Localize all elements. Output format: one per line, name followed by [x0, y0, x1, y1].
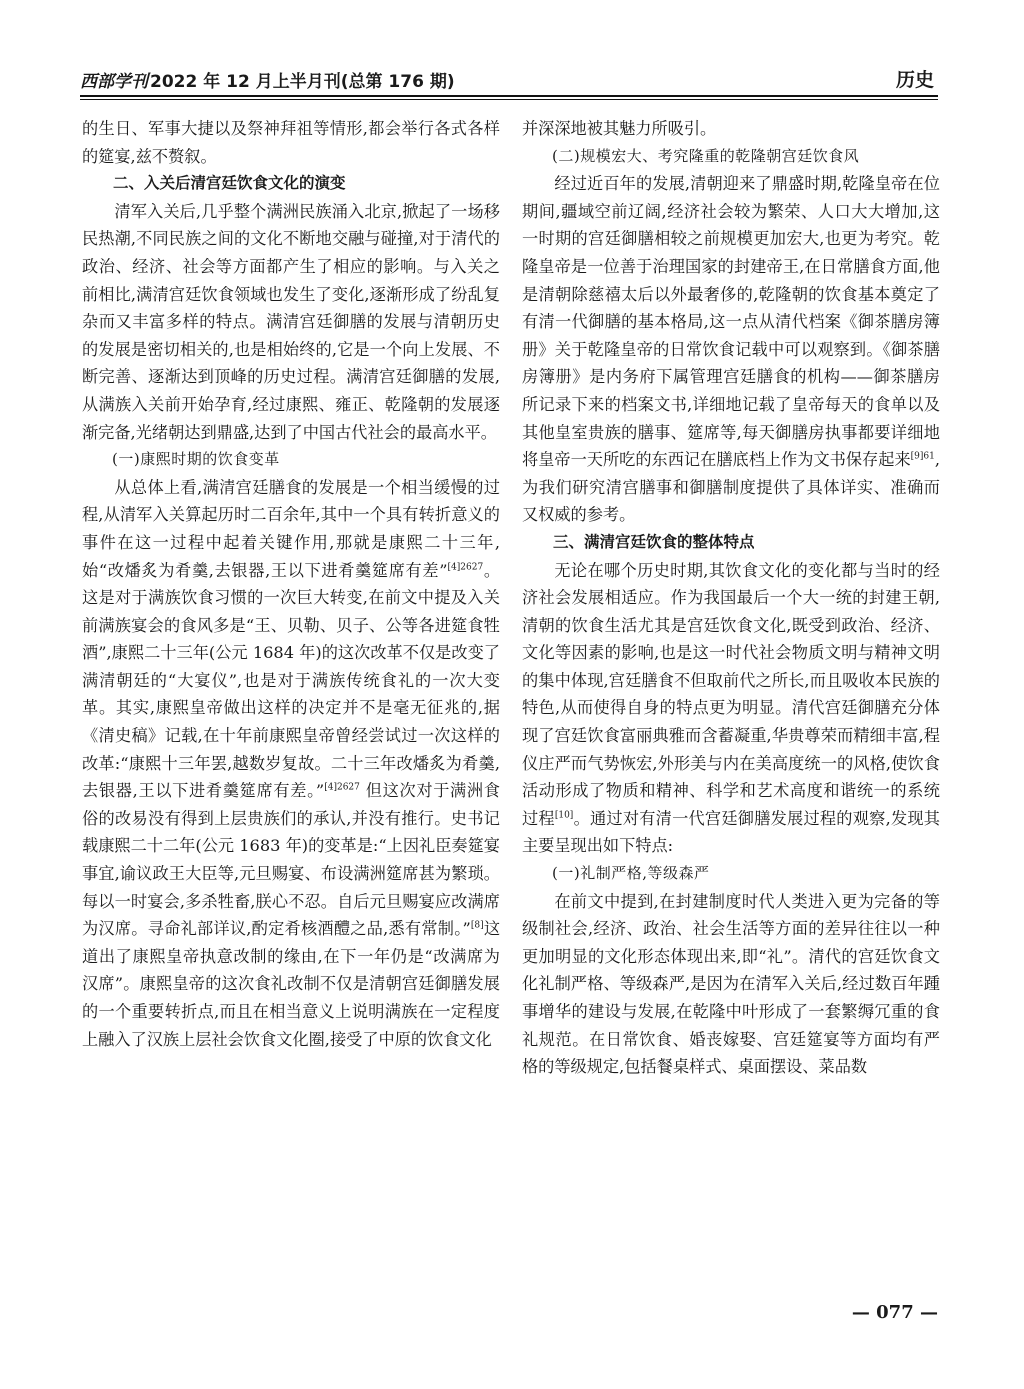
- page-number: — 077 —: [851, 1302, 938, 1323]
- paragraph: [82, 474, 500, 1053]
- section-title: 历史: [895, 69, 934, 91]
- header-rule-thin: [80, 99, 938, 100]
- header-rule-thick: [80, 95, 938, 97]
- paragraph: 清军入关后,几乎整个满洲民族涌入北京,掀起了一场移民热潮,不同民族之间的文化不断地交融与碰撞,对于清代的政治、经济、社会等方面都产生了相应的影响。与入关之前相比,满清宫廷饮食领域也发生了变化,逐渐形成了纷乱复杂而又丰富多样的特点。满清宫廷御膳的发展与清朝历史的发展是密切相关的,也是相始终的,它是一个向上发展、不断完善、逐渐达到顶峰的历史过程。满清宫廷御膳的发展,从满族入关前开始孕育,经过康熙、雍正、乾隆朝的发展逐渐完备,光绪朝达到鼎盛,达到了中国古代社会的最高水平。: [82, 201, 500, 442]
- text-run: 从总体上看,满清宫廷膳食的发展是一个相当缓慢的过程,从清军入关算起历时二百余年,其中一个具有转折意义的事件在这一过程中起着关键作用,那就是康熙二十三年,始“改燔炙为肴羹,去银器,王以下进肴羹筵席有差”: [82, 477, 500, 580]
- subsection-heading: (一)康熙时期的饮食变革: [112, 450, 280, 469]
- right-column: [522, 115, 940, 1081]
- left-column: [82, 115, 500, 1053]
- section-heading: 三、满清宫廷饮食的整体特点: [553, 532, 755, 551]
- text-run: 经过近百年的发展,清朝迎来了鼎盛时期,乾隆皇帝在位期间,疆域空前辽阔,经济社会较为繁荣、人口大大增加,这一时期的宫廷御膳相较之前规模更加宏大,也更为考究。乾隆皇帝是一位善于治理国家的封建帝王,在日常膳食方面,他是清朝除慈禧太后以外最奢侈的,乾隆朝的饮食基本奠定了有清一代御膳的基本格局,这一点从清代档案《御茶膳房簿册》关于乾隆皇帝的日常饮食记载中可以观察到。《御茶膳房簿册》是内务府下属管理宫廷膳食的机构——御茶膳房所记录下来的档案文书,详细地记载了皇帝每天的食单以及其他皇室贵族的膳事、筵席等,每天御膳房执事都要详细地将皇帝一天所吃的东西记在膳底档上作为文书保存起来: [522, 174, 940, 470]
- paragraph: 并深深地被其魅力所吸引。: [522, 119, 717, 138]
- citation: [8]: [470, 920, 484, 931]
- paragraph: 在前文中提到,在封建制度时代人类进入更为完备的等级制社会,经济、政治、社会生活等方面的差异往往以一种更加明显的文化形态体现出来,即“礼”。清代的宫廷饮食文化礼制严格、等级森严,是因为在清军入关后,经过数百年踵事增华的建设与发展,在乾隆中叶形成了一套繁缛冗重的食礼规范。在日常饮食、婚丧嫁娶、宫廷筵宴等方面均有严格的等级规定,包括餐桌样式、桌面摆设、菜品数: [522, 891, 940, 1077]
- text-run: ,为我们研究清宫膳事和御膳制度提供了具体详实、准确而又权威的参考。: [522, 450, 940, 525]
- journal-issue-line: [80, 67, 455, 92]
- citation: [4]2627: [324, 782, 360, 793]
- subsection-heading: (二)规模宏大、考究隆重的乾隆朝宫廷饮食风: [552, 146, 860, 165]
- paragraph: [522, 170, 940, 529]
- page-header: [80, 66, 938, 100]
- text-run: 但这次对于满洲食俗的改易没有得到上层贵族们的承认,并没有推行。史书记载康熙二十二年(公元 1683 年)的变革是:“上因礼臣奏筵宴事宜,谕议政王大臣等,元旦赐宴、布设满洲筵席甚为繁琐。每以一时宴会,多杀牲畜,朕心不忍。自后元旦赐宴应改满席为汉席。寻命礼部详议,酌定肴核酒醴之品,悉有常制。”: [82, 781, 500, 939]
- text-run: 。这是对于满族饮食习惯的一次巨大转变,在前文中提及入关前满族宴会的食风多是“王、贝勒、贝子、公等各进筵食牲酒”,康熙二十三年(公元 1684 年)的这次改革不仅是改变了满清朝廷的“大宴仪”,也是对于满族传统食礼的一次大变革。其实,康熙皇帝做出这样的决定并不是毫无征兆的,据《清史稿》记载,在十年前康熙皇帝曾经尝试过一次这样的改革:“康熙十三年罢,越数岁复故。二十三年改燔炙为肴羹,去银器,王以下进肴羹筵席有差。”: [82, 560, 501, 801]
- section-heading: 二、入关后清宫廷饮食文化的演变: [113, 174, 346, 193]
- citation: [10]: [554, 810, 574, 821]
- text-run: 。通过对有清一代宫廷御膳发展过程的观察,发现其主要呈现出如下特点:: [522, 808, 940, 856]
- citation: [4]2627: [447, 562, 484, 573]
- text-run: 无论在哪个历史时期,其饮食文化的变化都与当时的经济社会发展相适应。作为我国最后一个大一统的封建王朝,清朝的饮食生活尤其是宫廷饮食文化,既受到政治、经济、文化等因素的影响,也是这一时代社会物质文明与精神文明的集中体现,宫廷膳食不但取前代之所长,而且吸收本民族的特色,从而使得自身的特点更为明显。清代宫廷御膳充分体现了宫廷饮食富丽典雅而含蓄凝重,华贵尊荣而精细丰富,程仪庄严而气势恢宏,外形美与内在美高度统一的风格,使饮食活动形成了物质和精神、科学和艺术高度和谐统一的系统过程: [522, 560, 940, 828]
- text-run: 这道出了康熙皇帝执意改制的缘由,在下一年仍是“改满席为汉席”。康熙皇帝的这次食礼改制不仅是清朝宫廷御膳发展的一个重要转折点,而且在相当意义上说明满族在一定程度上融入了汉族上层社会饮食文化圈,接受了中原的饮食文化: [82, 919, 501, 1049]
- journal-logo: 西部学刊: [80, 72, 148, 92]
- paragraph: [522, 557, 940, 861]
- issue-info: 2022 年 12 月上半月刊(总第 176 期): [150, 72, 455, 92]
- citation: [9]61: [910, 451, 935, 462]
- subsection-heading: (一)礼制严格,等级森严: [552, 864, 710, 883]
- paragraph: 的生日、军事大捷以及祭神拜祖等情形,都会举行各式各样的筵宴,兹不赘叙。: [82, 119, 500, 166]
